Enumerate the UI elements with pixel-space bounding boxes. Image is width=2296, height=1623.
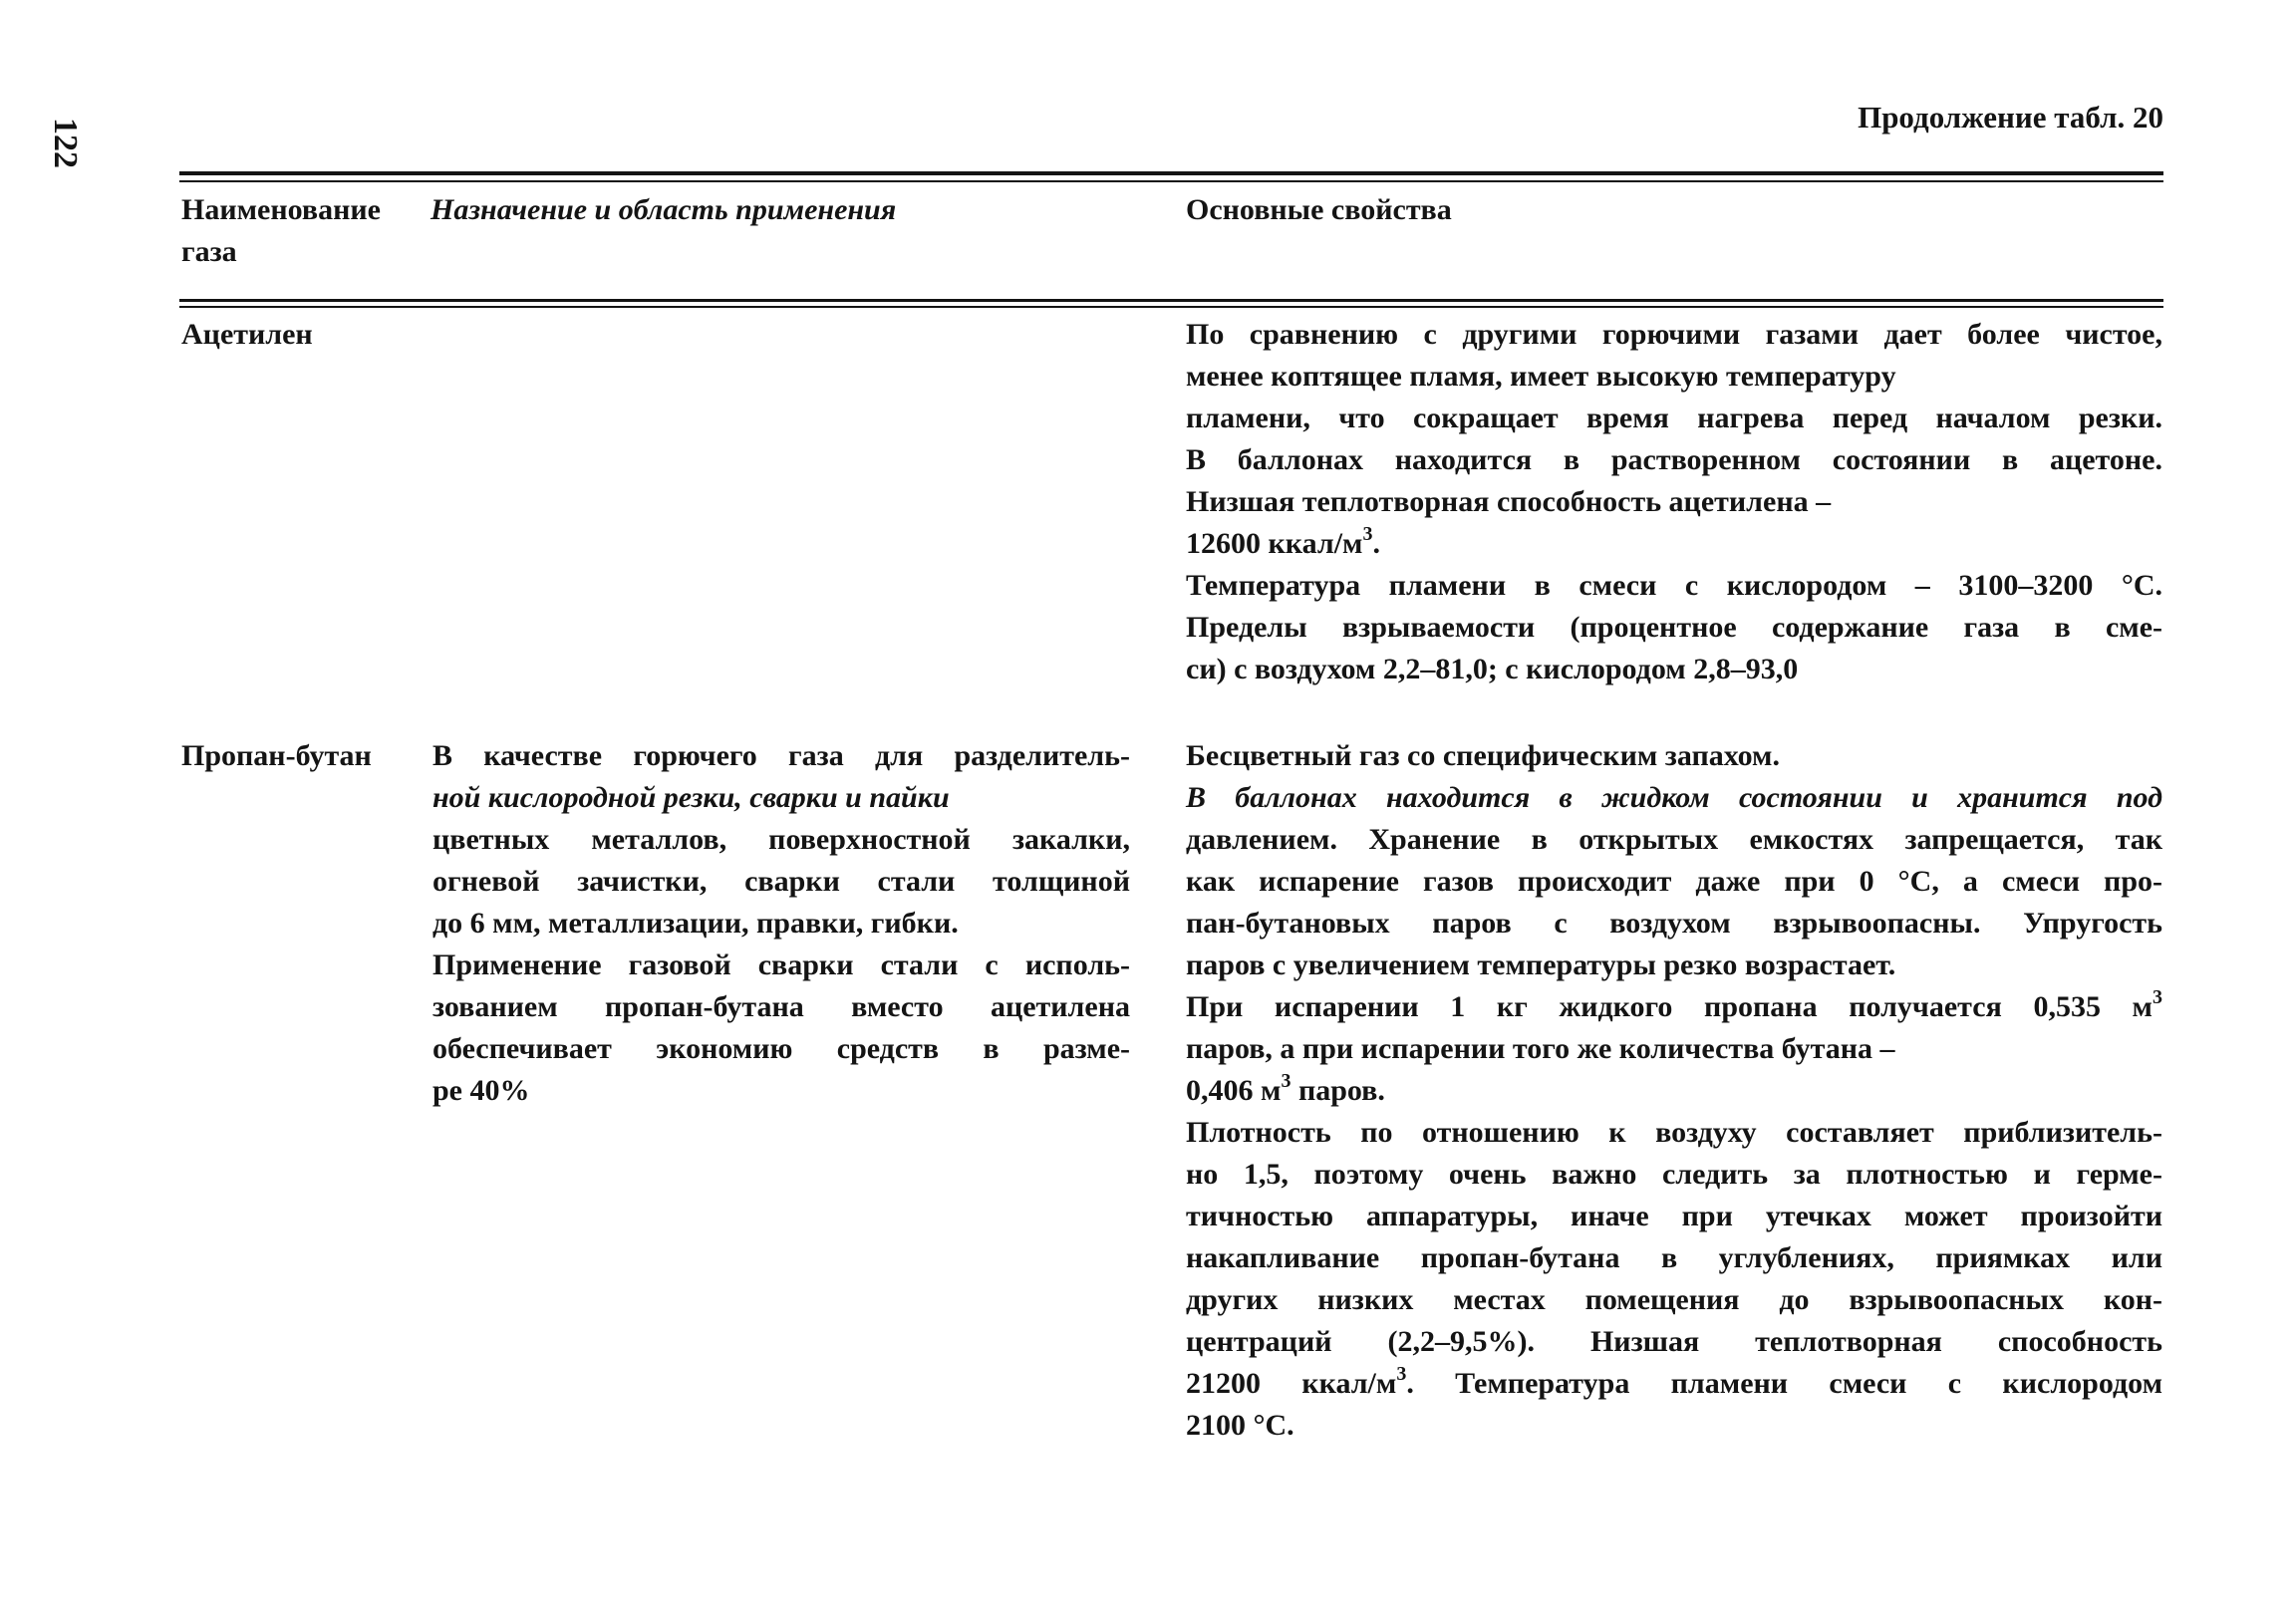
property-line: Низшая теплотворная способность ацетилена – <box>1186 485 1832 518</box>
purpose-line: ной кислородной резки, сварки и пайки <box>432 781 950 814</box>
purpose-line: огневой зачистки, сварки стали толщиной <box>432 865 1130 898</box>
property-line: си) с воздухом 2,2–81,0; с кислородом 2,8–93,0 <box>1186 653 1799 685</box>
properties-propane-butane <box>1186 735 2162 1447</box>
property-line: Бесцветный газ со специфическим запахом. <box>1186 739 1780 772</box>
property-line: 0,406 $м^3$ паров. <box>1186 1070 1385 1107</box>
property-line: В баллонах находится в жидком состоянии и хранится под <box>1186 781 2162 814</box>
property-line: тичностью аппаратуры, иначе при утечках может произойти <box>1186 1200 2162 1232</box>
purpose-line: цветных металлов, поверхностной закалки, <box>432 823 1130 856</box>
table-top-rule-secondary <box>179 180 2163 182</box>
property-line: 2100 °С. <box>1186 1409 1294 1442</box>
property-line: но 1,5, поэтому очень важно следить за плотностью и герме- <box>1186 1158 2162 1191</box>
property-line: паров с увеличением температуры резко возрастает. <box>1186 948 1896 981</box>
property-line: как испарение газов происходит даже при 0 °С, а смеси про- <box>1186 865 2162 898</box>
property-line: При испарении 1 кг жидкого пропана получается 0,535 $м^3$ <box>1186 986 2162 1023</box>
purpose-line: обеспечивает экономию средств в разме- <box>432 1032 1130 1065</box>
property-line: пан-бутановых паров с воздухом взрывоопасны. Упругость <box>1186 907 2162 940</box>
header-bottom-rule-secondary <box>179 306 2163 308</box>
purpose-line: до 6 мм, металлизации, правки, гибки. <box>432 907 959 940</box>
property-line: 21200 ккал/$м^3$. Температура пламени смеси с кислородом <box>1186 1363 2163 1400</box>
header-gas-name: Наименование газа <box>181 193 381 268</box>
property-line: пламени, что сокращает время нагрева перед началом резки. <box>1186 402 2162 434</box>
gas-name-acetylene: Ацетилен <box>181 318 313 351</box>
property-line: По сравнению с другими горючими газами дает более чистое, <box>1186 318 2162 351</box>
property-line: 12600 ккал/$м^3$. <box>1186 523 1380 560</box>
property-line: Плотность по отношению к воздуху составляет приблизитель- <box>1186 1116 2162 1149</box>
purpose-line: ре 40% <box>432 1074 530 1107</box>
table-continuation-label: Продолжение табл. 20 <box>1858 100 2163 135</box>
property-line: Пределы взрываемости (процентное содержание газа в сме- <box>1186 611 2162 644</box>
property-line: Температура пламени в смеси с кислородом – 3100–3200 °С. <box>1186 569 2162 602</box>
header-bottom-rule <box>179 299 2163 302</box>
property-line: В баллонах находится в растворенном состоянии в ацетоне. <box>1186 443 2162 476</box>
purpose-line: Применение газовой сварки стали с исполь- <box>432 948 1130 981</box>
property-line: других низких местах помещения до взрывоопасных кон- <box>1186 1283 2162 1316</box>
purpose-line: В качестве горючего газа для разделитель- <box>432 739 1130 772</box>
gas-name-propane-butane: Пропан-бутан <box>181 739 372 772</box>
property-line: центраций (2,2–9,5%). Низшая теплотворная способность <box>1186 1325 2162 1358</box>
property-line: давлением. Хранение в открытых емкостях запрещается, так <box>1186 823 2162 856</box>
property-line: накапливание пропан-бутана в углублениях, приямках или <box>1186 1241 2162 1274</box>
properties-acetylene <box>1186 314 2162 690</box>
purpose-line: зованием пропан-бутана вместо ацетилена <box>432 990 1130 1023</box>
property-line: паров, а при испарении того же количества бутана – <box>1186 1032 1895 1065</box>
property-line: менее коптящее пламя, имеет высокую температуру <box>1186 360 1896 393</box>
page-number: 122 <box>47 118 84 168</box>
header-properties: Основные свойства <box>1186 193 1452 226</box>
header-purpose: Назначение и область применения <box>430 193 897 226</box>
table-top-rule <box>179 171 2163 175</box>
purpose-propane-butane <box>432 735 1130 1112</box>
